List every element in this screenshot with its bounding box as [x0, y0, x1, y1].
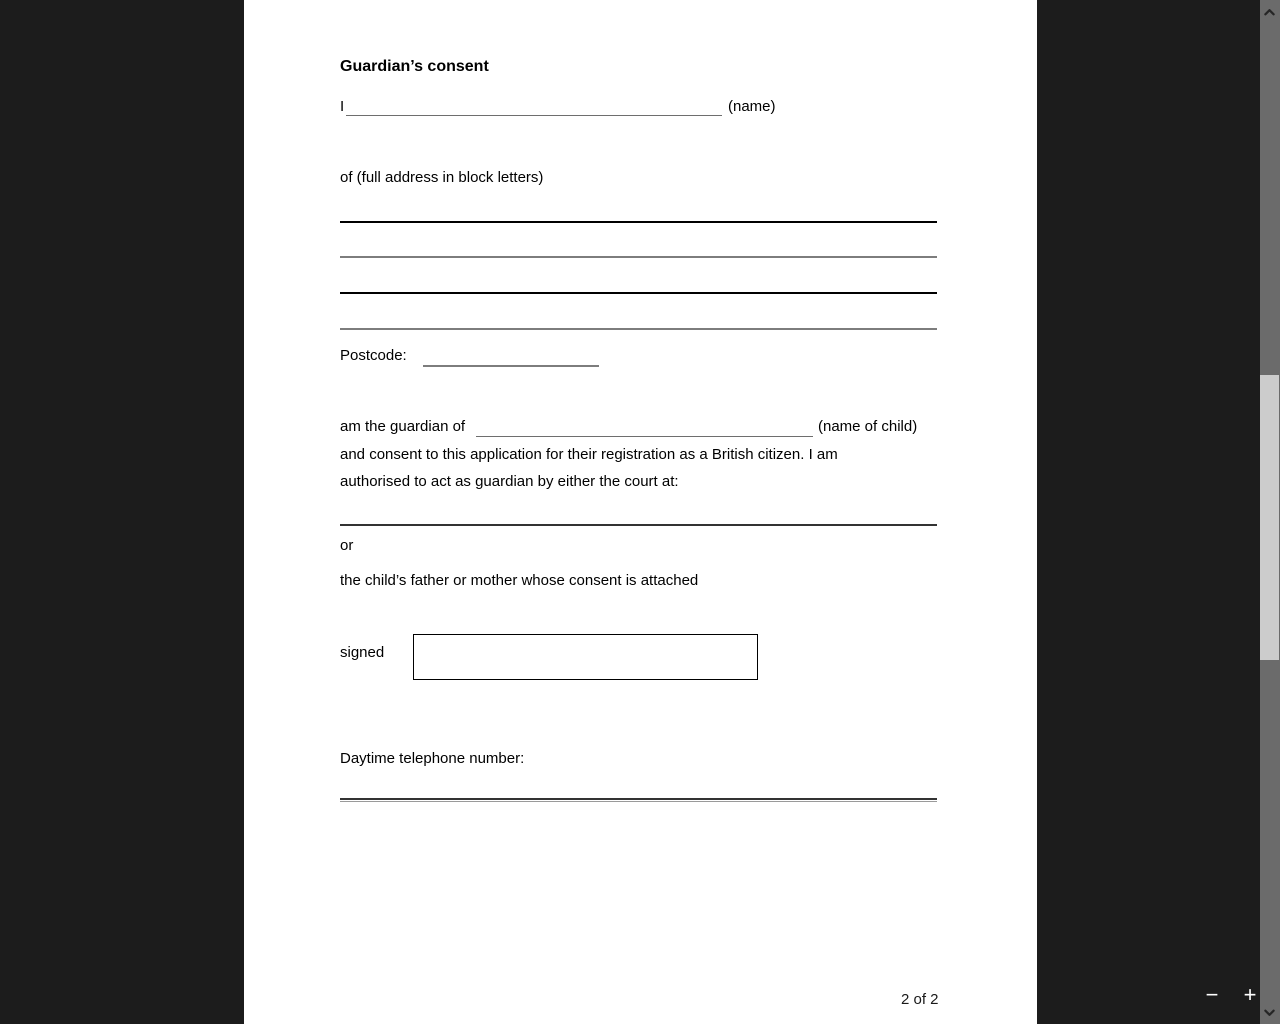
name-line-prefix: I — [340, 98, 345, 115]
court-input-line[interactable] — [340, 524, 937, 526]
pdf-page — [244, 0, 1037, 1024]
address-line-4[interactable] — [340, 328, 937, 330]
document-body — [244, 0, 1037, 1024]
scrollbar-thumb[interactable] — [1260, 375, 1279, 660]
page-number-label: 2 of 2 — [901, 991, 939, 1008]
alternative-consent-text: the child’s father or mother whose consent is attached — [340, 572, 699, 589]
guardian-clause-line3: authorised to act as guardian by either the court at: — [340, 473, 679, 490]
zoom-in-button[interactable]: + — [1243, 982, 1257, 1007]
guardian-clause-prefix: am the guardian of — [340, 418, 466, 435]
vertical-scrollbar[interactable] — [1258, 0, 1280, 1024]
scroll-down-button[interactable] — [1258, 1002, 1280, 1022]
address-line-1[interactable] — [340, 221, 937, 223]
child-name-input-line[interactable] — [476, 436, 813, 437]
guardian-clause-suffix: (name of child) — [818, 418, 918, 435]
chevron-down-icon — [1264, 1007, 1275, 1018]
zoom-controls — [1204, 984, 1258, 1006]
address-line-2[interactable] — [340, 256, 937, 258]
address-label: of (full address in block letters) — [340, 169, 544, 186]
zoom-out-button[interactable]: − — [1205, 982, 1219, 1007]
guardian-clause-line2: and consent to this application for their registration as a British citizen. I am — [340, 446, 838, 463]
signed-label: signed — [340, 644, 385, 661]
or-label: or — [340, 537, 354, 554]
name-input-line[interactable] — [346, 115, 722, 116]
address-line-3[interactable] — [340, 292, 937, 294]
postcode-input-line[interactable] — [423, 365, 599, 367]
name-line-suffix: (name) — [728, 98, 776, 115]
postcode-label: Postcode: — [340, 347, 407, 364]
signature-field[interactable] — [413, 634, 758, 680]
page-title: Guardian’s consent — [340, 58, 489, 75]
telephone-input-line[interactable] — [340, 798, 937, 800]
telephone-input-line-shadow — [340, 801, 937, 802]
scroll-up-button[interactable] — [1258, 2, 1280, 22]
telephone-label: Daytime telephone number: — [340, 750, 525, 767]
chevron-up-icon — [1264, 7, 1275, 18]
